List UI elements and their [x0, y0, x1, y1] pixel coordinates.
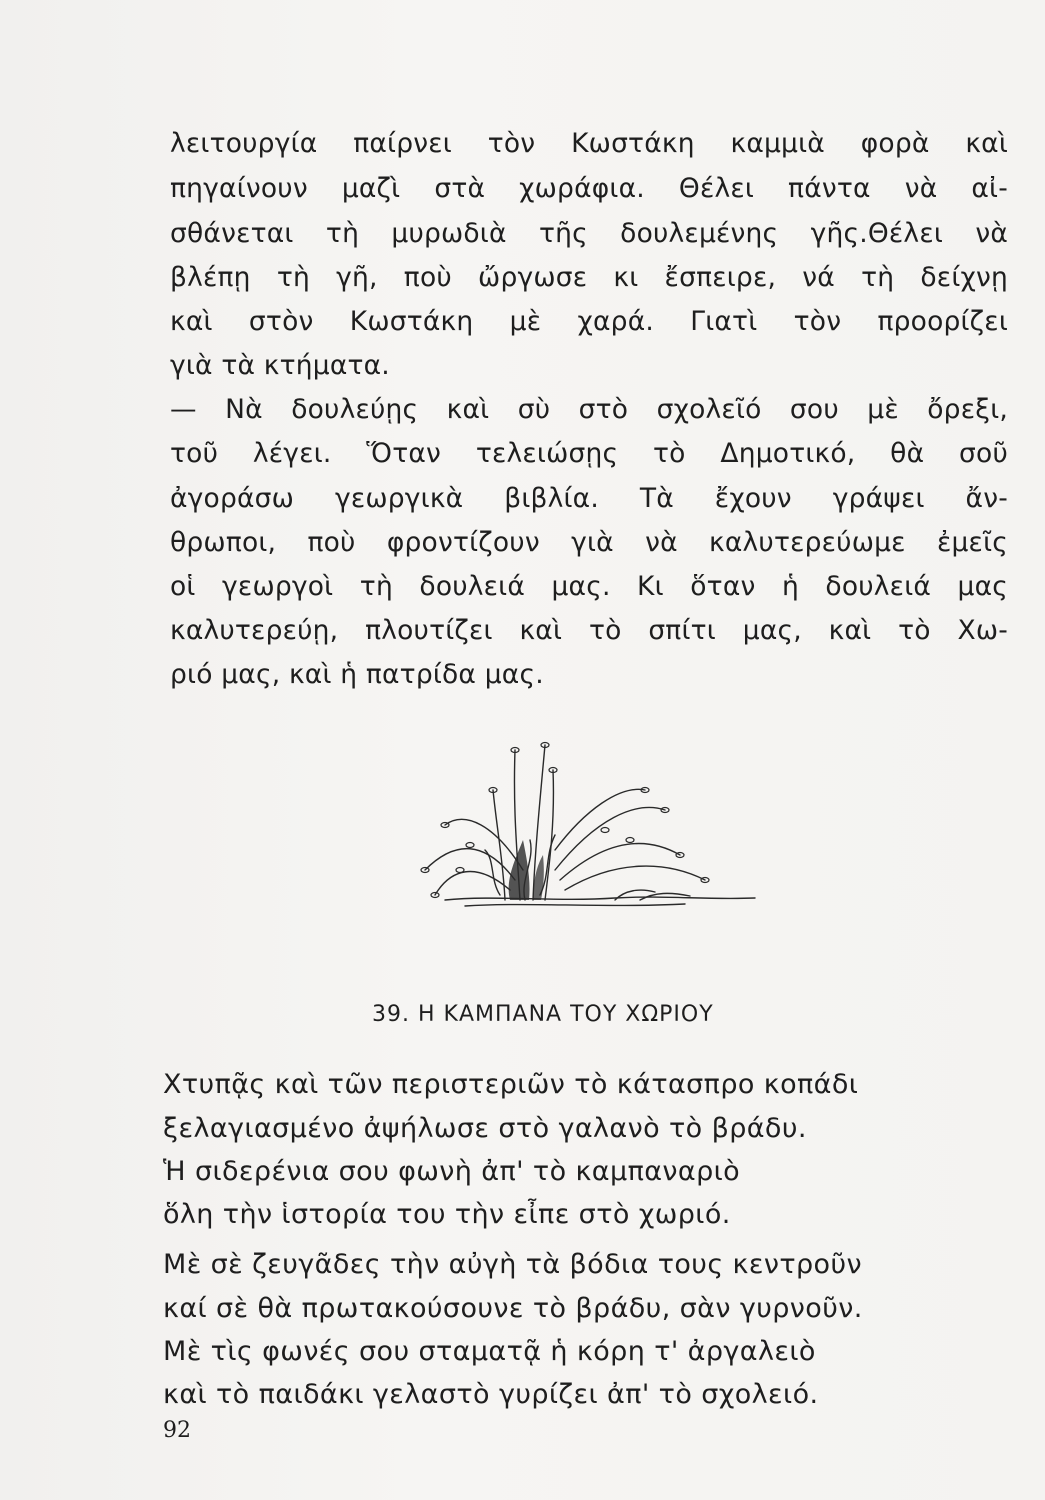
plant-illustration	[405, 730, 770, 920]
prose-line: καὶ στὸν Κωστάκη μὲ χαρά. Γιατὶ τὸν προορίζει	[170, 306, 1008, 337]
prose-line: — Νὰ δουλεύῃς καὶ σὺ στὸ σχολεῖό σου μὲ ὄρεξι,	[170, 394, 1008, 425]
prose-line: πηγαίνουν μαζὶ στὰ χωράφια. Θέλει πάντα νὰ αἰ-	[170, 173, 1008, 204]
poem-line: Μὲ σὲ ζευγᾶδες τὴν αὐγὴ τὰ βόδια τους κεντροῦν	[163, 1249, 862, 1280]
prose-line: τοῦ λέγει. Ὅταν τελειώσῃς τὸ Δημοτικό, θὰ σοῦ	[170, 438, 1008, 469]
prose-line: βλέπῃ τὴ γῆ, ποὺ ὤργωσε κι ἔσπειρε, νά τὴ δείχνῃ	[170, 262, 1008, 293]
prose-line: οἱ γεωργοὶ τὴ δουλειά μας. Κι ὅταν ἡ δουλειά μας	[170, 571, 1008, 602]
prose-line: ἀγοράσω γεωργικὰ βιβλία. Τὰ ἔχουν γράψει ἄν-	[170, 483, 1008, 514]
poem-title: 39. Η ΚΑΜΠΑΝΑ ΤΟΥ ΧΩΡΙΟΥ	[372, 1002, 714, 1027]
poem-line: Ἡ σιδερένια σου φωνὴ ἀπ' τὸ καμπαναριὸ	[163, 1156, 741, 1187]
poem-line: καί σὲ θὰ πρωτακούσουνε τὸ βράδυ, σὰν γυρνοῦν.	[163, 1293, 863, 1324]
page-number: 92	[163, 1418, 191, 1443]
prose-line: ριό μας, καὶ ἡ πατρίδα μας.	[170, 659, 544, 690]
prose-line: γιὰ τὰ κτήματα.	[170, 350, 390, 381]
poem-line: Χτυπᾷς καὶ τῶν περιστεριῶν τὸ κάτασπρο κοπάδι	[163, 1069, 859, 1100]
prose-line: λειτουργία παίρνει τὸν Κωστάκη καμμιὰ φορὰ καὶ	[170, 128, 1008, 159]
prose-line: θρωποι, ποὺ φροντίζουν γιὰ νὰ καλυτερεύωμε ἐμεῖς	[170, 527, 1008, 558]
poem-line: ξελαγιασμένο ἀψήλωσε στὸ γαλανὸ τὸ βράδυ.	[163, 1113, 807, 1144]
prose-line: σθάνεται τὴ μυρωδιὰ τῆς δουλεμένης γῆς.Θέλει νὰ	[170, 218, 1008, 249]
poem-line: καὶ τὸ παιδάκι γελαστὸ γυρίζει ἀπ' τὸ σχολειό.	[163, 1379, 819, 1410]
poem-line: ὅλη τὴν ἱστορία του τὴν εἶπε στὸ χωριό.	[163, 1199, 731, 1230]
poem-line: Μὲ τὶς φωνές σου σταματᾷ ἡ κόρη τ' ἀργαλειὸ	[163, 1336, 816, 1367]
prose-line: καλυτερεύῃ, πλουτίζει καὶ τὸ σπίτι μας, καὶ τὸ Χω-	[170, 615, 1008, 646]
